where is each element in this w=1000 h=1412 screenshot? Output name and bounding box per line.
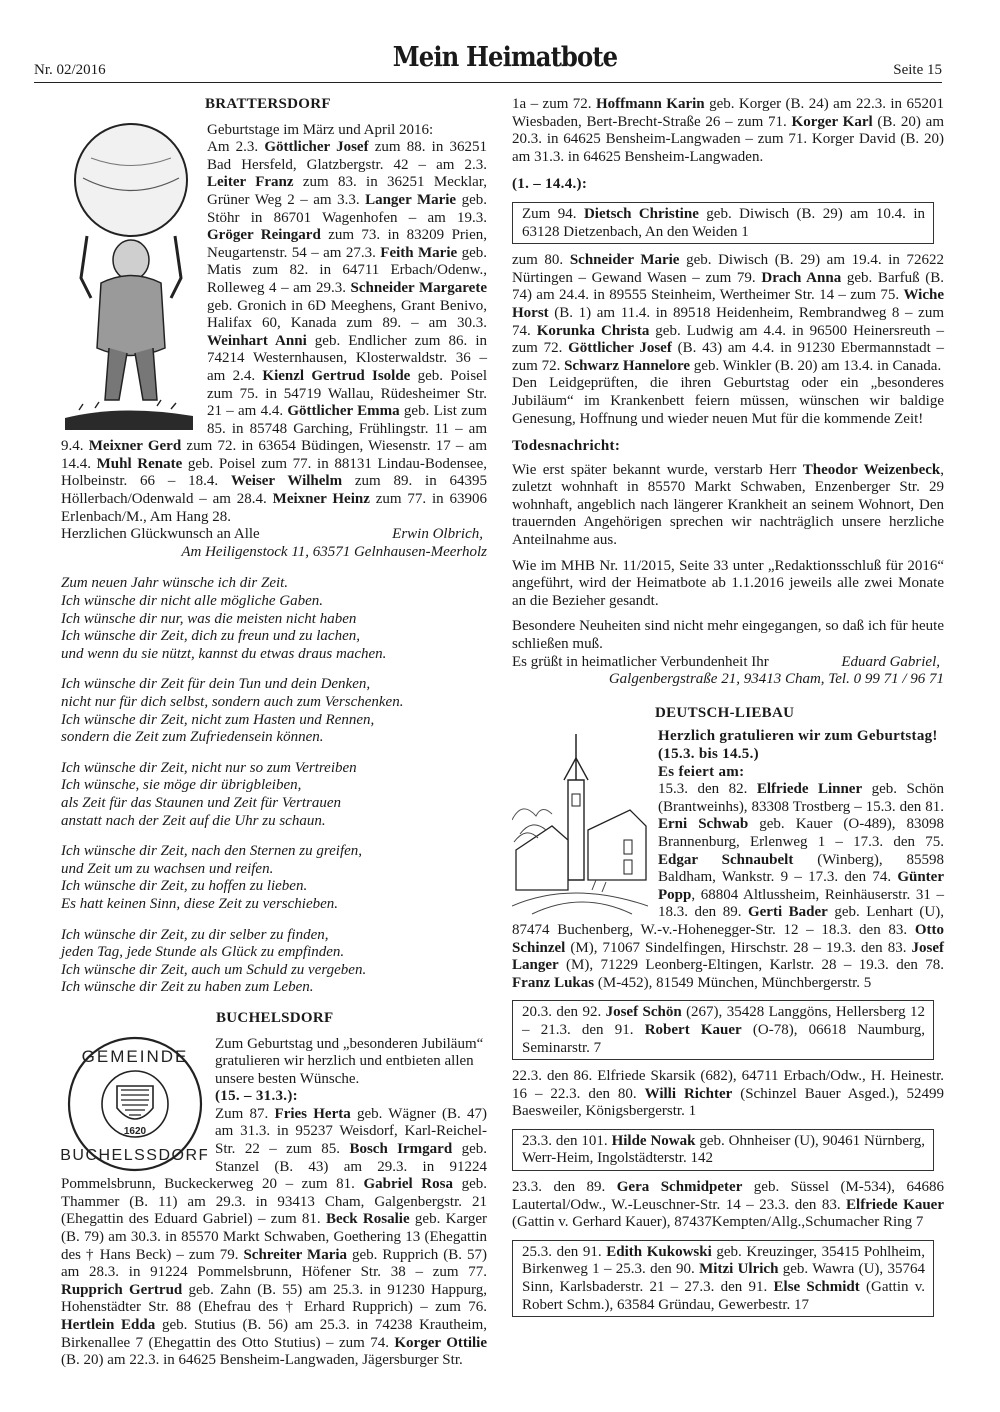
- entry-text: (O-78), 06618 Naumburg, Seminarstr. 7: [522, 1021, 926, 1056]
- entry-text: geb. Rupprich (B. 57) am 28.3. in 91224 Pommelsbrunn, Höfener Str. 38 – zum 77.: [61, 1246, 487, 1281]
- poem-line: Ich wünsche dir Zeit, nach den Sternen zu greifen,: [61, 843, 363, 860]
- entry-text: geb. Barfuß (B. 74) am 24.4. in 89555 Steinheim, Wertheimer Str. 14 – zum 75.: [512, 269, 944, 304]
- person-name: Hertlein Edda: [61, 1317, 156, 1333]
- author-address: Am Heiligenstock 11, 63571 Gelnhausen-Meerholz: [181, 543, 487, 560]
- highlight-box-kukowski: [512, 1240, 934, 1317]
- person-name: Göttlicher Josef: [264, 139, 369, 156]
- editor-address: Galgenbergstraße 21, 93413 Cham, Tel. 0 99 71 / 96 71: [608, 671, 944, 688]
- april-birthdays: [512, 252, 944, 375]
- poem-line: nicht nur für dich selbst, sondern auch zum Verschenken.: [61, 694, 404, 710]
- person-name: Schneider Margarete: [350, 279, 487, 296]
- section-heading-brattersdorf: BRATTERSDORF: [205, 96, 331, 112]
- new-year-poem: [61, 575, 487, 996]
- poem-line: Ich wünsche dir nicht alle mögliche Gaben.: [61, 593, 324, 610]
- village-church-illustration: [512, 730, 650, 918]
- right-column: [512, 96, 944, 1325]
- entry-text: 15.3. den 82.: [658, 781, 757, 798]
- person-name: Göttlicher Josef: [568, 340, 672, 357]
- person-name: Elfriede Kauer: [846, 1196, 944, 1213]
- person-name: Muhl Renate: [96, 455, 183, 472]
- person-name: Langer Marie: [365, 191, 457, 208]
- person-name: Theodor Weizenbeck: [802, 461, 941, 478]
- entry-text: Zum 94.: [522, 205, 584, 222]
- section-heading-buchelsdorf: BUCHELSDORF: [216, 1009, 334, 1026]
- entry-text: geb. Stanzel (B. 43) am 29.3. in 91224 Pommelsbrunn, Buckeckerweg 20 – zum 81.: [61, 1141, 487, 1193]
- poem-line: sondern die Zeit zum Zufriedensein können.: [61, 729, 324, 746]
- person-name: Hoffmann Karin: [596, 96, 705, 112]
- liebau-birthdays-3: [512, 1179, 944, 1232]
- entry-text: 22.3. den 86. Elfriede Skarsik (682), 64711 Erbach/Odw., H. Heinestr. 16 – 22.3. den 80.: [512, 1068, 944, 1102]
- poem-line: als Zeit für das Staunen und Zeit für Vertrauen: [61, 794, 342, 811]
- person-name: Rupprich Gertrud: [61, 1281, 183, 1298]
- poem-line: jeden Tag, jede Stunde als Glück zu empfinden.: [61, 944, 345, 961]
- death-notice-heading: Todesnachricht:: [512, 438, 621, 455]
- entry-text: (B. 1) am 11.4. in 89518 Heidenheim, Rembrandweg 8 – zum 74.: [512, 304, 944, 339]
- entry-text: zum 77. in 63906 Erlenbach/M., Am Hang 28.: [61, 491, 487, 525]
- entry-text: geb. Karger (B. 79) am 30.3. in 85570 Markt Schwaben, Goethering 13 (Ehegattin des † Hans Beck) – zum 79.: [61, 1211, 487, 1263]
- church-sketch-icon: [512, 730, 648, 916]
- entry-text: geb. Korger (B. 24) am 22.3. in 65201 Wiesbaden, Bert-Brecht-Straße 26 – zum 71.: [512, 96, 944, 130]
- person-name: Meixner Heinz: [272, 491, 370, 508]
- continued-birthdays: [512, 96, 944, 166]
- author-name: Erwin Olbrich,: [392, 526, 483, 543]
- person-name: Fries Herta: [274, 1105, 351, 1122]
- person-name: Meixner Gerd: [88, 438, 182, 455]
- person-name: Mitzi Ulrich: [699, 1261, 779, 1278]
- right-signoff: [512, 654, 944, 672]
- person-name: Weiser Wilhelm: [230, 473, 343, 490]
- liebau-date-range: (15.3. bis 14.5.): [658, 746, 759, 762]
- poem-line: Ich wünsche dir nur, was die meisten nicht haben: [61, 610, 357, 627]
- buchelsdorf-intro: Zum Geburtstag und „besonderen Jubiläum“ gratulieren wir herzlich und entbieten allen unsere besten Wünsche.: [215, 1035, 484, 1087]
- entry-text: geb. Thammer (B. 11) am 29.3. in 93413 Cham, Galgenbergstr. 21 (Ehegattin des Eduard Gabriel) – zum 81.: [61, 1176, 487, 1228]
- closing-notice: Besondere Neuheiten sind nicht mehr eingegangen, so daß ich für heute schließen muß.: [512, 618, 944, 653]
- entry-text: geb. List zum 85. in 85748 Garching, Frühlingstr. 11 – am 9.4.: [61, 403, 487, 455]
- poem-line: Ich wünsche dir Zeit, zu dir selber zu finden,: [61, 926, 329, 943]
- entry-text: Zum 87.: [215, 1105, 275, 1122]
- poem-stanza: [61, 760, 487, 830]
- highlight-box-nowak: [512, 1129, 934, 1171]
- poem-stanza: [61, 676, 487, 746]
- highlight-box-schoen: [512, 1000, 934, 1060]
- person-name: Korunka Christa: [536, 322, 650, 339]
- highlight-box-dietsch: [512, 202, 934, 244]
- greeting-text: Herzlichen Glückwunsch an Alle: [61, 526, 260, 543]
- page-number: Seite 15: [893, 62, 942, 78]
- entry-text: 23.3. den 101.: [522, 1132, 612, 1149]
- poem-stanza: [61, 575, 487, 663]
- entry-text: (Gattin v. Gerhard Kauer), 87437Kempten/Allg.,Schumacher Ring 7: [512, 1214, 924, 1231]
- svg-text:GEMEINDE: GEMEINDE: [81, 1046, 189, 1066]
- person-name: Edith Kukowski: [606, 1243, 712, 1260]
- entry-text: 23.3. den 89.: [512, 1179, 617, 1196]
- person-name: Willi Richter: [644, 1085, 733, 1102]
- poem-line: Ich wünsche dir Zeit, zu hoffen zu lieben.: [61, 878, 308, 895]
- entry-text: geb. Ohnheiser (U), 90461 Nürnberg, Werr-Heim, Ingolstädterstr. 142: [522, 1132, 925, 1167]
- entry-text: zum 83. in 36251 Mecklar, Grüner Weg 2 – am 3.3.: [207, 174, 487, 208]
- entry-text: geb. Gronich in 6D Meeghens, Grant Benivo, Halifax 60, Kanada zum 89. – am 30.3.: [207, 297, 487, 332]
- death-notice: [512, 462, 944, 550]
- poem-line: anstatt nach der Zeit auf die Uhr zu schaun.: [61, 812, 326, 829]
- entry-text: geb. Kreuzinger, 35415 Pohlheim, Birkenweg 1 – 25.3. den 90.: [522, 1243, 925, 1278]
- entry-text: Wie erst später bekannt wurde, verstarb Herr: [512, 461, 803, 478]
- person-name: Elfriede Linner: [756, 781, 863, 798]
- masthead-title: Mein Heimatbote: [392, 42, 618, 73]
- entry-text: geb. Diwisch (B. 29) am 10.4. in 63128 Dietzenbach, An den Weiden 1: [522, 205, 925, 240]
- poem-stanza: [61, 927, 487, 997]
- person-name: Leiter Franz: [207, 174, 294, 191]
- schedule-notice: Wie im MHB Nr. 11/2015, Seite 33 unter „Redaktionsschluß für 2016“ angeführt, wird der Heimatbote ab 1.1.2016 jeweils alle zwei Monate an die Bezieher gesandt.: [512, 557, 944, 609]
- person-name: Else Schmidt: [773, 1279, 860, 1296]
- celebrates-label: Es feiert am:: [658, 763, 745, 780]
- municipal-seal-icon: [61, 1034, 207, 1174]
- person-name: Josef Schön: [605, 1004, 682, 1021]
- atlas-illustration: [61, 118, 199, 436]
- poem-line: Zum neuen Jahr wünsche ich dir Zeit.: [61, 575, 289, 592]
- person-name: Drach Anna: [761, 269, 842, 286]
- poem-line: Ich wünsche dir Zeit, nicht zum Hasten und Rennen,: [61, 711, 375, 728]
- entry-text: zum 80.: [512, 252, 570, 269]
- person-name: Wiche Horst: [512, 287, 944, 321]
- entry-text: geb. Poisel zum 77. in 88131 Lindau-Bodensee, Holbeinstr. 66 – 18.4.: [61, 455, 487, 490]
- entry-text: geb. Zahn (B. 55) am 25.3. in 91230 Happurg, Hohenstädter Str. 88 (Ehefrau des † Erhard Rupprich) – zum 76.: [61, 1281, 487, 1316]
- person-name: Josef Langer: [512, 939, 944, 974]
- entry-text: (B. 20) am 20.3. in 64625 Bensheim-Langwaden – zum 71. Korger David (B. 20) am 31.3. in 64625 Bensheim-Langwaden.: [512, 113, 944, 165]
- entry-text: (Gattin v. Robert Schm.), 63584 Gründau, Gewerbestr. 17: [522, 1279, 926, 1313]
- entry-text: (B. 43) am 4.4. in 91230 Ebermannstadt – zum 72.: [512, 340, 944, 374]
- entry-text: zum 73. in 83209 Prien, Neugartenstr. 54 – am 27.3.: [207, 227, 487, 261]
- entry-text: geb. Winkler (B. 20) am 13.4. in Canada.: [690, 357, 942, 374]
- buchelsdorf-seal: [61, 1034, 207, 1174]
- entry-text: Am 2.3.: [207, 139, 265, 156]
- person-name: Günter Popp: [658, 869, 944, 903]
- entry-text: geb. Ludwig am 4.4. in 96500 Heinersreuth – zum 72.: [512, 322, 944, 357]
- person-name: Erni Schwab: [658, 816, 749, 833]
- person-name: Beck Rosalie: [325, 1211, 410, 1228]
- entry-text: (M), 71067 Sindelfingen, Hirschstr. 28 – 19.3. den 83.: [565, 939, 912, 956]
- entry-text: (M-452), 81549 München, Münchbergerstr. 5: [594, 974, 872, 991]
- entry-text: geb. Wägner (B. 47) am 31.3. in 95237 Weisdorf, Karl-Reichel-Str. 22 – zum 85.: [215, 1105, 487, 1158]
- person-name: Gerti Bader: [747, 904, 828, 921]
- entry-text: , 68804 Altlussheim, Reinhäuserstr. 31 – 18.3. den 89.: [658, 886, 944, 921]
- person-name: Kienzl Gertrud Isolde: [262, 367, 411, 384]
- brattersdorf-signoff: [61, 526, 487, 544]
- entry-text: geb. Stutius (B. 56) am 25.3. in 74238 Krautheim, Birkenallee 7 (Ehegattin des Otto Stutius) – zum 74.: [61, 1317, 487, 1351]
- seal-year-text: 1620: [123, 1125, 147, 1137]
- person-name: Franz Lukas: [512, 974, 595, 991]
- entry-text: (Winberg), 85598 Baldham, Wankstr. 9 – 17.3. den 74.: [658, 851, 944, 886]
- person-name: Göttlicher Emma: [287, 403, 400, 420]
- congrats-heading: Herzlich gratulieren wir zum Geburtstag!: [658, 728, 938, 745]
- entry-text: zum 72. in 63654 Büdingen, Wiesenstr. 17 – am 14.4.: [61, 438, 487, 472]
- poem-line: und wenn du sie nützt, kannst du etwas draus machen.: [61, 645, 387, 662]
- poem-line: und Zeit um zu wachsen und reifen.: [61, 860, 274, 877]
- poem-line: Ich wünsche dir Zeit für dein Tun und dein Denken,: [61, 676, 371, 693]
- atlas-figure-icon: [61, 118, 197, 432]
- poem-stanza: [61, 843, 487, 913]
- brattersdorf-intro: Geburtstage im März und April 2016:: [207, 121, 434, 138]
- entry-text: 20.3. den 92.: [522, 1004, 606, 1021]
- entry-text: geb. Süssel (M-534), 64686 Lautertal/Odw., W.-Leuschner-Str. 14 – 23.3. den 83.: [512, 1179, 944, 1213]
- buchelsdorf-date-range: (15. – 31.3.):: [215, 1088, 298, 1105]
- poem-line: Es hatt keinen Sinn, diese Zeit zu verschieben.: [61, 895, 339, 912]
- poem-line: Ich wünsche, sie möge dir übrigbleiben,: [61, 777, 302, 794]
- entry-text: , zuletzt wohnhaft in 85570 Markt Schwaben, Enzenberger Str. 29 wohnhaft, angeblich nach längerer Krankheit an seinem Wohnort, Den trauernden Angehörigen sprechen wir nachträglich unsere herzliche Anteilnahme aus.: [512, 461, 944, 549]
- entry-text: 25.3. den 91.: [522, 1243, 607, 1260]
- entry-text: zum 88. in 36251 Bad Hersfeld, Glatzbergstr. 42 – am 2.3.: [207, 139, 488, 173]
- april-date-range: (1. – 14.4.):: [512, 176, 588, 193]
- liebau-birthdays-2: [512, 1068, 944, 1121]
- person-name: Gröger Reingard: [207, 227, 321, 244]
- entry-text: geb. Diwisch (B. 29) am 19.4. in 72622 Nürtingen – Gewand Wasen – zum 79.: [512, 252, 945, 286]
- editor-name: Eduard Gabriel,: [841, 653, 940, 670]
- person-name: Hilde Nowak: [611, 1132, 696, 1149]
- header-rule: [34, 82, 942, 83]
- section-heading-deutsch-liebau: DEUTSCH-LIEBAU: [655, 704, 795, 721]
- sick-wishes: Den Leidgeprüften, die ihren Geburtstag oder ein „besonderes Jubiläum“ im Krankenbett feiern müssen, wünschen wir baldige Genesung, Hoffnung und wieder neuen Mut für die kommende Zeit!: [512, 375, 944, 427]
- person-name: Korger Karl: [791, 113, 873, 130]
- poem-line: Ich wünsche dir Zeit, auch um Schuld zu vergeben.: [61, 961, 367, 978]
- poem-line: Ich wünsche dir Zeit, dich zu freun und zu lachen,: [61, 628, 360, 645]
- entry-text: geb. Matis zum 82. in 64711 Erbach/Odenw., Rolleweg 4 – am 29.3.: [207, 244, 487, 296]
- person-name: Robert Kauer: [644, 1021, 742, 1038]
- person-name: Bosch Irmgard: [349, 1141, 453, 1158]
- person-name: Gera Schmidpeter: [616, 1179, 743, 1196]
- entry-text: (M), 71229 Leonberg-Eltingen, Karlstr. 28 – 19.3. den 78.: [558, 957, 944, 974]
- entry-text: zum 89. in 64395 Höllerbach/Odenwald – am 28.4.: [61, 473, 488, 508]
- person-name: Otto Schinzel: [512, 921, 944, 956]
- person-name: Schwarz Hannelore: [564, 357, 691, 374]
- poem-line: Ich wünsche dir Zeit zu haben zum Leben.: [61, 979, 314, 996]
- entry-text: geb. Schön (Brantweinhs), 83308 Trostberg – 15.3. den 81.: [658, 781, 944, 815]
- entry-text: geb. Stöhr in 86701 Wagenhofen – am 19.3.: [207, 191, 487, 226]
- entry-text: 1a – zum 72.: [512, 96, 596, 112]
- person-name: Feith Marie: [380, 244, 458, 261]
- closing-greeting: Es grüßt in heimatlicher Verbundenheit Ihr: [512, 653, 769, 670]
- entry-text: geb. Wawra (U), 35764 Sinn, Karlsbaderstr. 21 – 27.3. den 91.: [522, 1261, 925, 1296]
- entry-text: geb. Poisel zum 75. in 54719 Wallau, Rüdesheimer Str. 21 – am 4.4.: [207, 367, 487, 420]
- person-name: Weinhart Anni: [207, 332, 307, 349]
- poem-line: Ich wünsche dir Zeit, nicht nur so zum Vertreiben: [61, 759, 357, 776]
- entry-text: (B. 20) am 22.3. in 64625 Bensheim-Langwaden, Jägersburger Str.: [61, 1352, 463, 1369]
- entry-text: geb. Kauer (O-489), 83098 Brannenburg, Erlenweg 1 – 17.3. den 75.: [658, 816, 944, 850]
- person-name: Korger Ottilie: [394, 1334, 488, 1351]
- entry-text: geb. Endlicher zum 86. in 74214 Westernhausen, Klosterwaldstr. 36 – am 2.4.: [207, 332, 487, 384]
- issue-number: Nr. 02/2016: [34, 62, 106, 78]
- entry-text: geb. Lenhart (U), 87474 Buchenberg, W.-v.-Hohenegger-Str. 12 – 18.3. den 83.: [512, 904, 944, 938]
- person-name: Gabriel Rosa: [363, 1176, 453, 1193]
- svg-text:BUCHELSSDORF: BUCHELSSDORF: [61, 1146, 207, 1164]
- person-name: Schneider Marie: [569, 252, 680, 269]
- person-name: Edgar Schnaubelt: [658, 851, 794, 868]
- entry-text: (Schinzel Bauer Asged.), 52499 Baesweiler, Königsbergerstr. 1: [512, 1085, 944, 1120]
- person-name: Schreiter Maria: [243, 1246, 348, 1263]
- entry-text: (267), 35428 Langgöns, Hellersberg 12 – 21.3. den 91.: [522, 1004, 925, 1038]
- person-name: Dietsch Christine: [583, 205, 699, 222]
- left-column: [61, 96, 487, 1370]
